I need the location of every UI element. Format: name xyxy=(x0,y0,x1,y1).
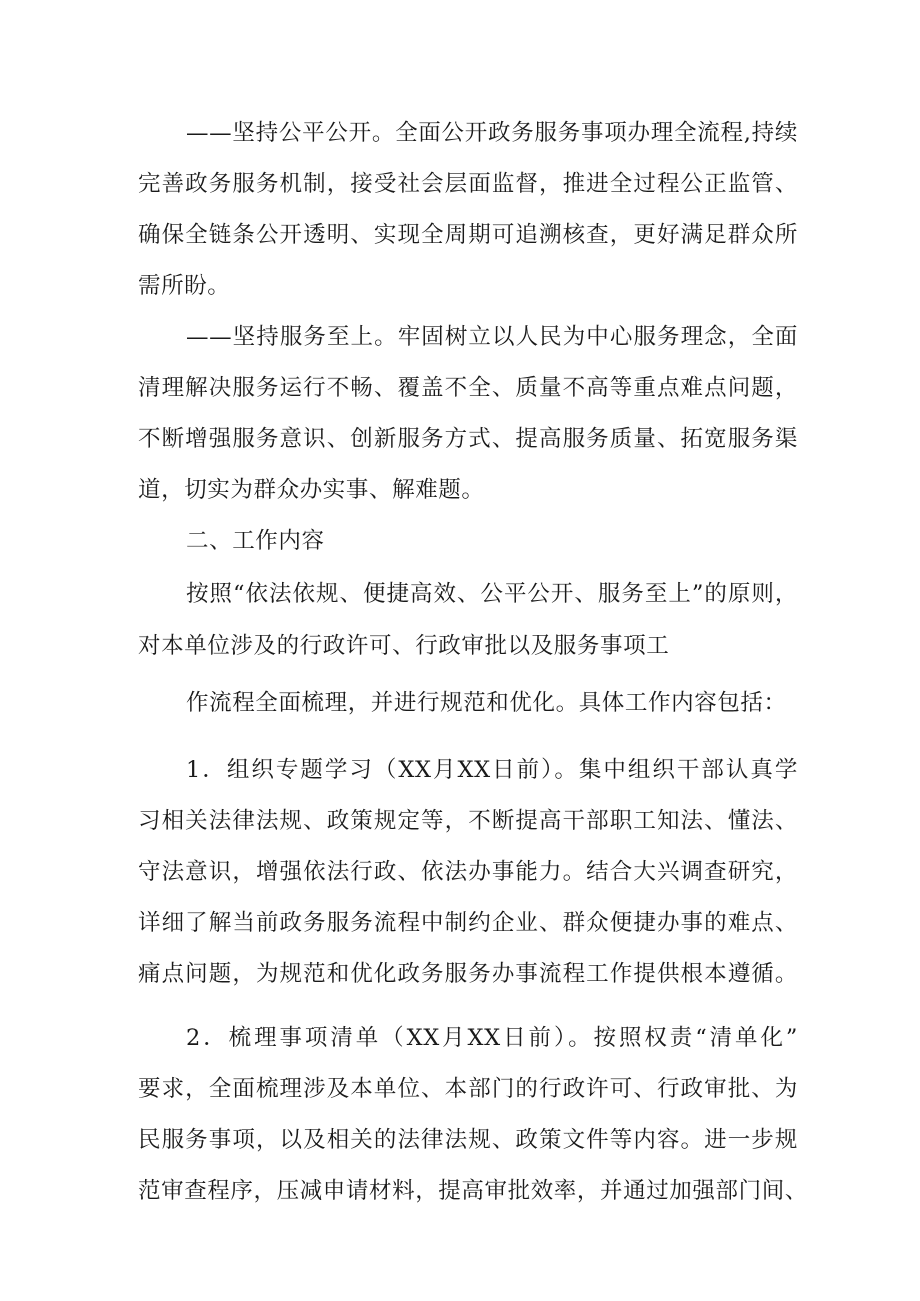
item-2-line-4: 范审查程序，压减申请材料，提高审批效率，并通过加强部门间、 xyxy=(138,1178,808,1204)
item-1-line-5: 痛点问题，为规范和优化政务服务办事流程工作提供根本遵循。 xyxy=(138,961,798,987)
item-1-line-1: 1．组织专题学习（XX月XX日前）。集中组织干部认真学 xyxy=(186,757,798,783)
para-fairness-line-4: 需所盼。 xyxy=(138,273,231,299)
para-service-line-3: 不断增强服务意识、创新服务方式、提高服务质量、拓宽服务渠 xyxy=(138,426,798,452)
para-principle-line-2: 对本单位涉及的行政许可、行政审批以及服务事项工 xyxy=(138,633,670,659)
para-fairness-line-2: 完善政务服务机制，接受社会层面监督，推进全过程公正监管、 xyxy=(138,171,798,197)
item-1-line-2: 习相关法律法规、政策规定等，不断提高干部职工知法、懂法、 xyxy=(138,808,798,834)
item-1-line-4: 详细了解当前政务服务流程中制约企业、群众便捷办事的难点、 xyxy=(138,910,798,936)
item-2-line-2: 要求，全面梳理涉及本单位、本部门的行政许可、行政审批、为 xyxy=(138,1076,798,1102)
para-principle-line-1: 按照“依法依规、便捷高效、公平公开、服务至上”的原则， xyxy=(186,581,798,607)
section-heading: 二、工作内容 xyxy=(186,528,325,554)
para-service-line-2: 清理解决服务运行不畅、覆盖不全、质量不高等重点难点问题， xyxy=(138,375,798,401)
item-1-line-3: 守法意识，增强依法行政、依法办事能力。结合大兴调查研究， xyxy=(138,859,798,885)
para-service-line-1: ——坚持服务至上。牢固树立以人民为中心服务理念，全面 xyxy=(186,324,798,350)
para-fairness-line-1: ——坚持公平公开。全面公开政务服务事项办理全流程,持续 xyxy=(186,120,798,146)
item-2-line-3: 民服务事项，以及相关的法律法规、政策文件等内容。进一步规 xyxy=(138,1127,798,1153)
para-principle-line-3: 作流程全面梳理，并进行规范和优化。具体工作内容包括： xyxy=(186,690,787,716)
para-fairness-line-3: 确保全链条公开透明、实现全周期可追溯核查，更好满足群众所 xyxy=(138,222,798,248)
para-service-line-4: 道，切实为群众办实事、解难题。 xyxy=(138,477,485,503)
item-2-line-1: 2．梳理事项清单（XX月XX日前）。按照权责“清单化” xyxy=(186,1025,798,1051)
